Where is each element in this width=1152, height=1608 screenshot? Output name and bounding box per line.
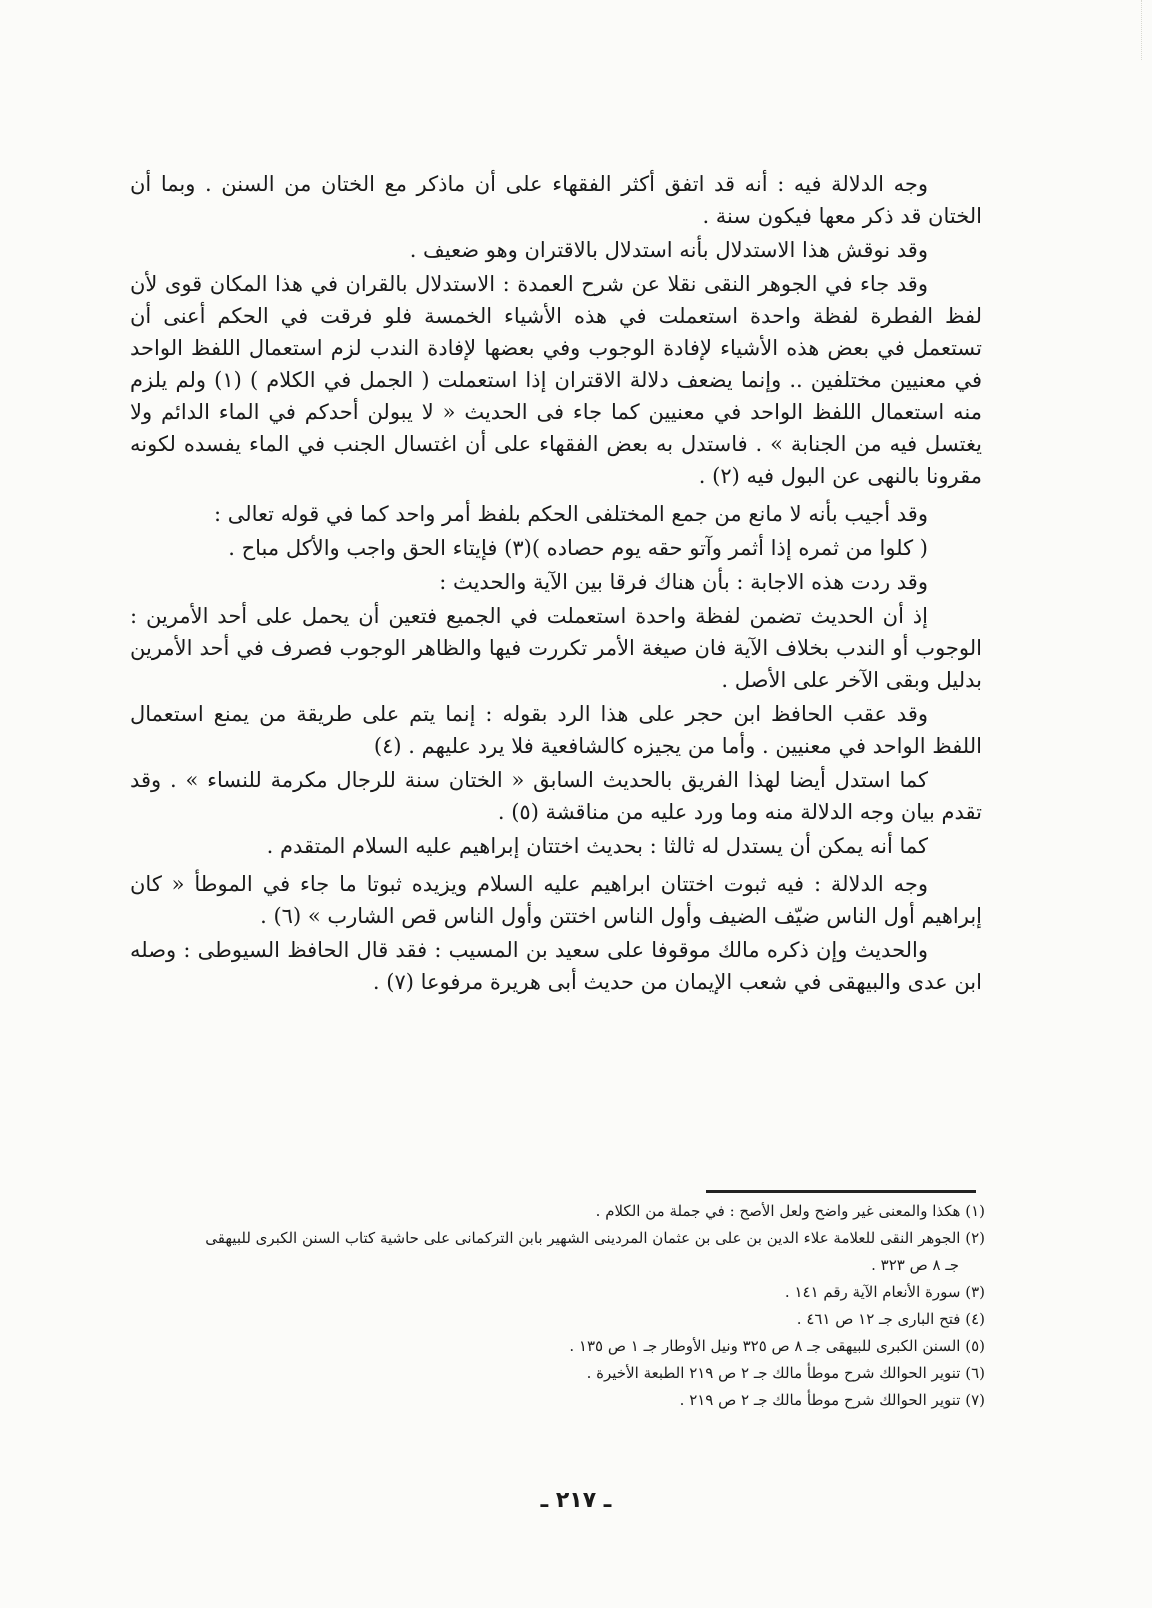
paragraph: وجه الدلالة : فيه ثبوت اختتان ابراهيم عليه السلام ويزيده ثبوتا ما جاء في الموطأ « كان إبراهيم أول الناس ضيّف الضيف وأول الناس اختتن وأول الناس قص الشارب » (٦) . xyxy=(130,872,982,928)
footnote: (٧) تنوير الحوالك شرح موطأ مالك جـ ٢ ص ٢١٩ . xyxy=(679,1391,985,1409)
paragraph: ( كلوا من ثمره إذا أثمر وآتو حقه يوم حصاده )(٣) فإيتاء الحق واجب والأكل مباح . xyxy=(228,536,928,560)
paragraph: كما استدل أيضا لهذا الفريق بالحديث السابق « الختان سنة للرجال مكرمة للنساء » . وقد تقدم بيان وجه الدلالة منه وما ورد عليه من مناقشة (٥) . xyxy=(130,768,982,824)
footnote-continuation: جـ ٨ ص ٣٢٣ . xyxy=(871,1256,959,1274)
body-text xyxy=(130,168,982,1000)
paragraph: والحديث وإن ذكره مالك موقوفا على سعيد بن المسيب : فقد قال الحافظ السيوطى : وصله ابن عدى والبيهقى في شعب الإيمان من حديث أبى هريرة مرفوعا (٧) . xyxy=(130,938,982,994)
footnote: (٦) تنوير الحوالك شرح موطأ مالك جـ ٢ ص ٢١٩ الطبعة الأخيرة . xyxy=(586,1364,985,1382)
footnote: (٢) الجوهر النقى للعلامة علاء الدين بن على بن عثمان المردينى الشهير بابن التركمانى على حاشية كتاب السنن الكبرى للبيهقى xyxy=(205,1229,985,1247)
footnote: (٥) السنن الكبرى للبيهقى جـ ٨ ص ٣٢٥ ونيل الأوطار جـ ١ ص ١٣٥ . xyxy=(569,1337,985,1355)
paragraph: إذ أن الحديث تضمن لفظة واحدة استعملت في الجميع فتعين أن يحمل على أحد الأمرين : الوجوب أو الندب بخلاف الآية فان صيغة الأمر تكررت فيها والظاهر الوجوب فصرف في أحد الأمرين بدليل وبقى الآخر على الأصل . xyxy=(130,604,982,692)
footnote-separator xyxy=(706,1190,976,1193)
page-edge-speckle xyxy=(1117,0,1142,60)
paragraph: وقد جاء في الجوهر النقى نقلا عن شرح العمدة : الاستدلال بالقران في هذا المكان قوى لأن لفظ الفطرة لفظة واحدة استعملت في هذه الأشياء الخمسة فلو فرقت في الحكم أعنى أن تستعمل في بعض هذه الأشياء لإفادة الوجوب وفي بعضها لإفادة الندب لزم استعمال اللفظ الواحد في معنيين مختلفين .. وإنما يضعف دلالة الاقتران إذا استعملت ( الجمل في الكلام ) (١) ولم يلزم منه استعمال اللفظ الواحد في معنيين كما جاء فى الحديث « لا يبولن أحدكم في الماء الدائم ولا يغتسل فيه من الجنابة » . فاستدل به بعض الفقهاء على أن اغتسال الجنب في الماء يفسده لكونه مقرونا بالنهى عن البول فيه (٢) . xyxy=(130,272,982,488)
paragraph: وقد عقب الحافظ ابن حجر على هذا الرد بقوله : إنما يتم على طريقة من يمنع استعمال اللفظ الواحد في معنيين . وأما من يجيزه كالشافعية فلا يرد عليهم . (٤) xyxy=(130,702,982,758)
paragraph: وقد أجيب بأنه لا مانع من جمع المختلفى الحكم بلفظ أمر واحد كما في قوله تعالى : xyxy=(214,502,928,526)
footnote: (٤) فتح البارى جـ ١٢ ص ٤٦١ . xyxy=(796,1310,985,1328)
footnote: (٣) سورة الأنعام الآية رقم ١٤١ . xyxy=(784,1283,985,1301)
paragraph: وجه الدلالة فيه : أنه قد اتفق أكثر الفقهاء على أن ماذكر مع الختان من السنن . وبما أن الختان قد ذكر معها فيكون سنة . xyxy=(130,172,982,228)
paragraph: وقد نوقش هذا الاستدلال بأنه استدلال بالاقتران وهو ضعيف . xyxy=(409,238,928,262)
paragraph: وقد ردت هذه الاجابة : بأن هناك فرقا بين الآية والحديث : xyxy=(439,570,928,594)
page-number: ـ ٢١٧ ـ xyxy=(540,1488,612,1513)
footnote: (١) هكذا والمعنى غير واضح ولعل الأصح : في جملة من الكلام . xyxy=(595,1202,985,1220)
paragraph: كما أنه يمكن أن يستدل له ثالثا : بحديث اختتان إبراهيم عليه السلام المتقدم . xyxy=(266,834,928,858)
footnotes xyxy=(175,1198,985,1414)
